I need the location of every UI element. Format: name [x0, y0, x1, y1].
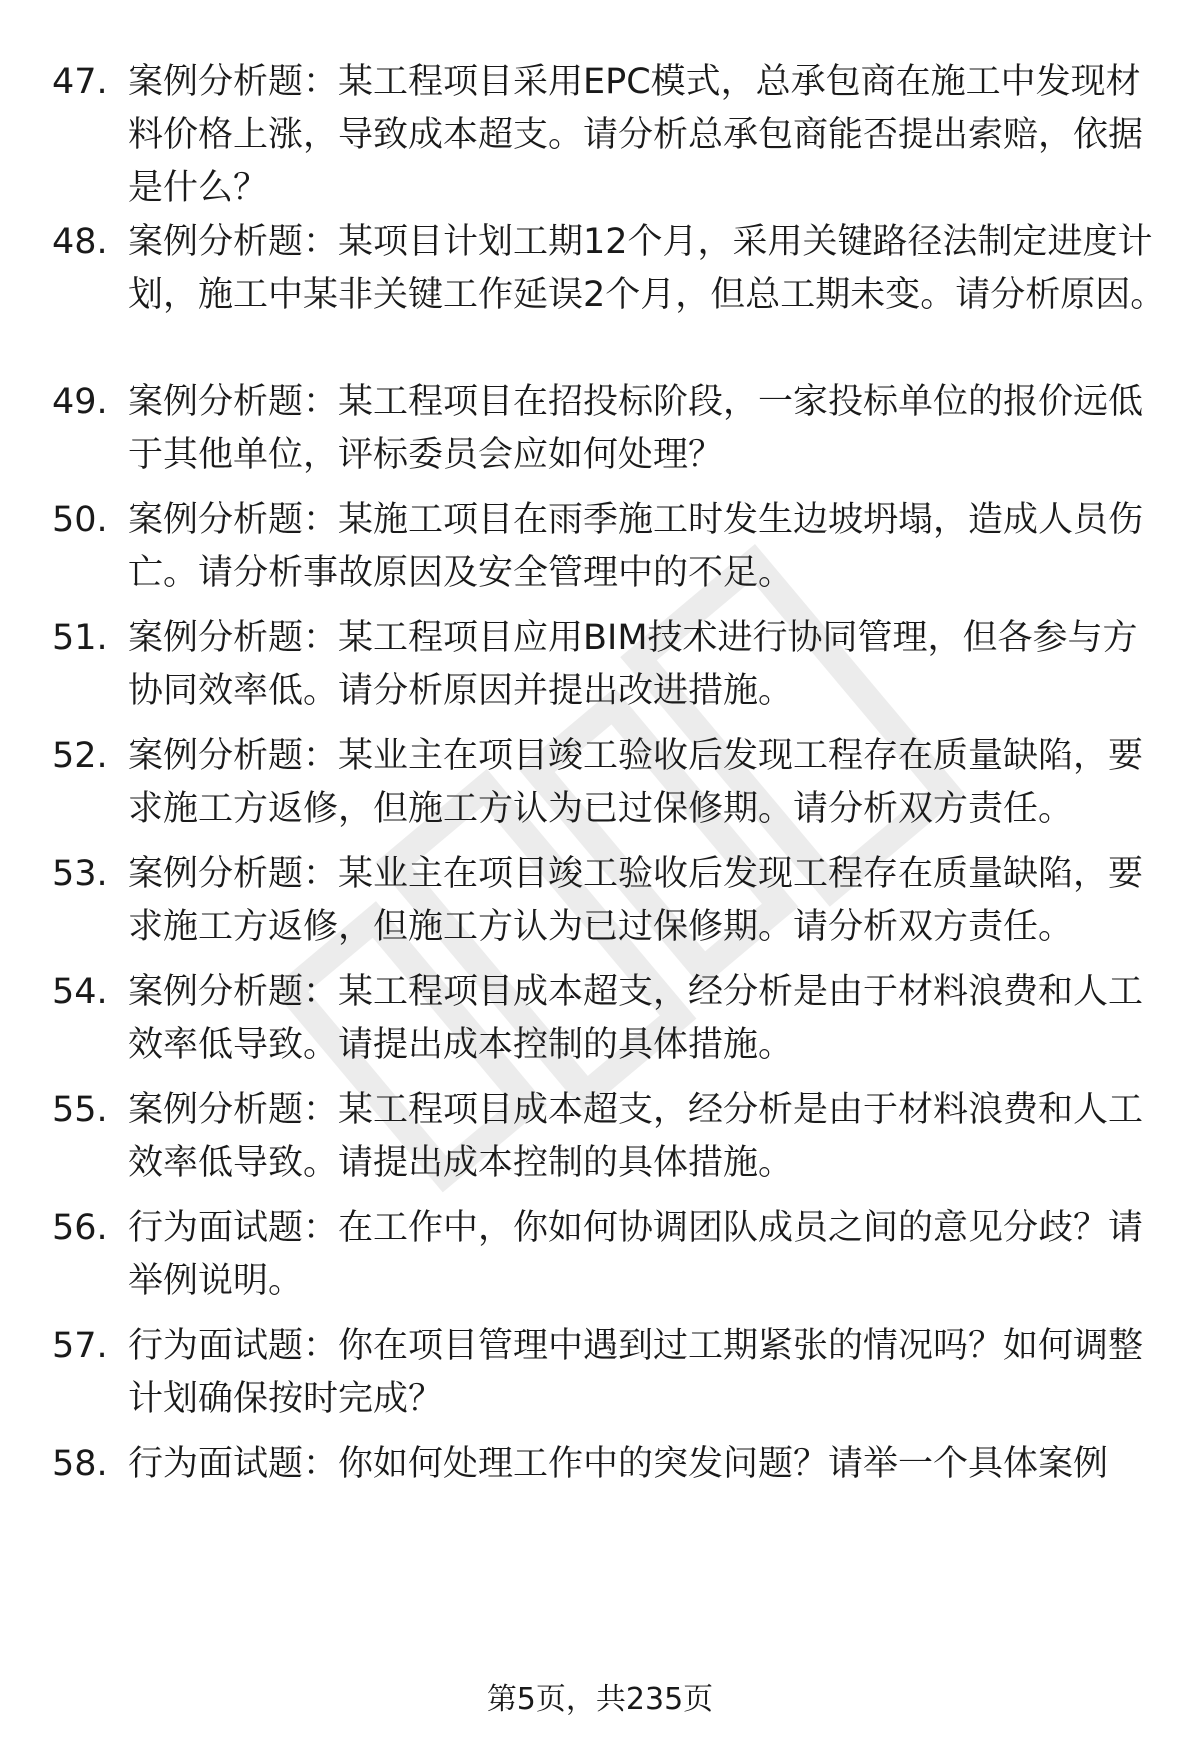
page-footer: 第5页，共235页	[486, 1682, 714, 1717]
question-number: 49.	[52, 382, 108, 422]
question-text: 案例分析题：某工程项目采用EPC模式，总承包商在施工中发现材料价格上涨，导致成本超支。请分析总承包商能否提出索赔，依据是什么？	[128, 62, 1144, 208]
question-number: 56.	[52, 1208, 108, 1248]
question-number: 50.	[52, 500, 108, 540]
question-text: 案例分析题：某业主在项目竣工验收后发现工程存在质量缺陷，要求施工方返修，但施工方认为已过保修期。请分析双方责任。	[128, 736, 1144, 829]
question-number: 48.	[52, 222, 108, 262]
question-text: 行为面试题：你在项目管理中遇到过工期紧张的情况吗？如何调整计划确保按时完成？	[128, 1326, 1144, 1419]
question-number: 53.	[52, 854, 108, 894]
question-text: 案例分析题：某工程项目成本超支，经分析是由于材料浪费和人工效率低导致。请提出成本控制的具体措施。	[128, 1090, 1144, 1183]
question-text: 案例分析题：某工程项目在招投标阶段，一家投标单位的报价远低于其他单位，评标委员会应如何处理？	[128, 382, 1144, 475]
question-number: 51.	[52, 618, 108, 658]
question-text: 行为面试题：你如何处理工作中的突发问题？请举一个具体案例	[128, 1444, 1109, 1484]
question-text: 行为面试题：在工作中，你如何协调团队成员之间的意见分歧？请举例说明。	[128, 1208, 1144, 1301]
question-text: 案例分析题：某施工项目在雨季施工时发生边坡坍塌，造成人员伤亡。请分析事故原因及安全管理中的不足。	[128, 500, 1144, 593]
question-text: 案例分析题：某项目计划工期12个月，采用关键路径法制定进度计划，施工中某非关键工作延误2个月，但总工期未变。请分析原因。	[128, 222, 1166, 315]
question-number: 52.	[52, 736, 108, 776]
question-text: 案例分析题：某工程项目成本超支，经分析是由于材料浪费和人工效率低导致。请提出成本控制的具体措施。	[128, 972, 1144, 1065]
question-number: 58.	[52, 1444, 108, 1484]
question-text: 案例分析题：某业主在项目竣工验收后发现工程存在质量缺陷，要求施工方返修，但施工方认为已过保修期。请分析双方责任。	[128, 854, 1144, 947]
question-number: 57.	[52, 1326, 108, 1366]
question-number: 54.	[52, 972, 108, 1012]
question-number: 55.	[52, 1090, 108, 1130]
question-number: 47.	[52, 62, 108, 102]
question-text: 案例分析题：某工程项目应用BIM技术进行协同管理，但各参与方协同效率低。请分析原因并提出改进措施。	[128, 618, 1138, 711]
